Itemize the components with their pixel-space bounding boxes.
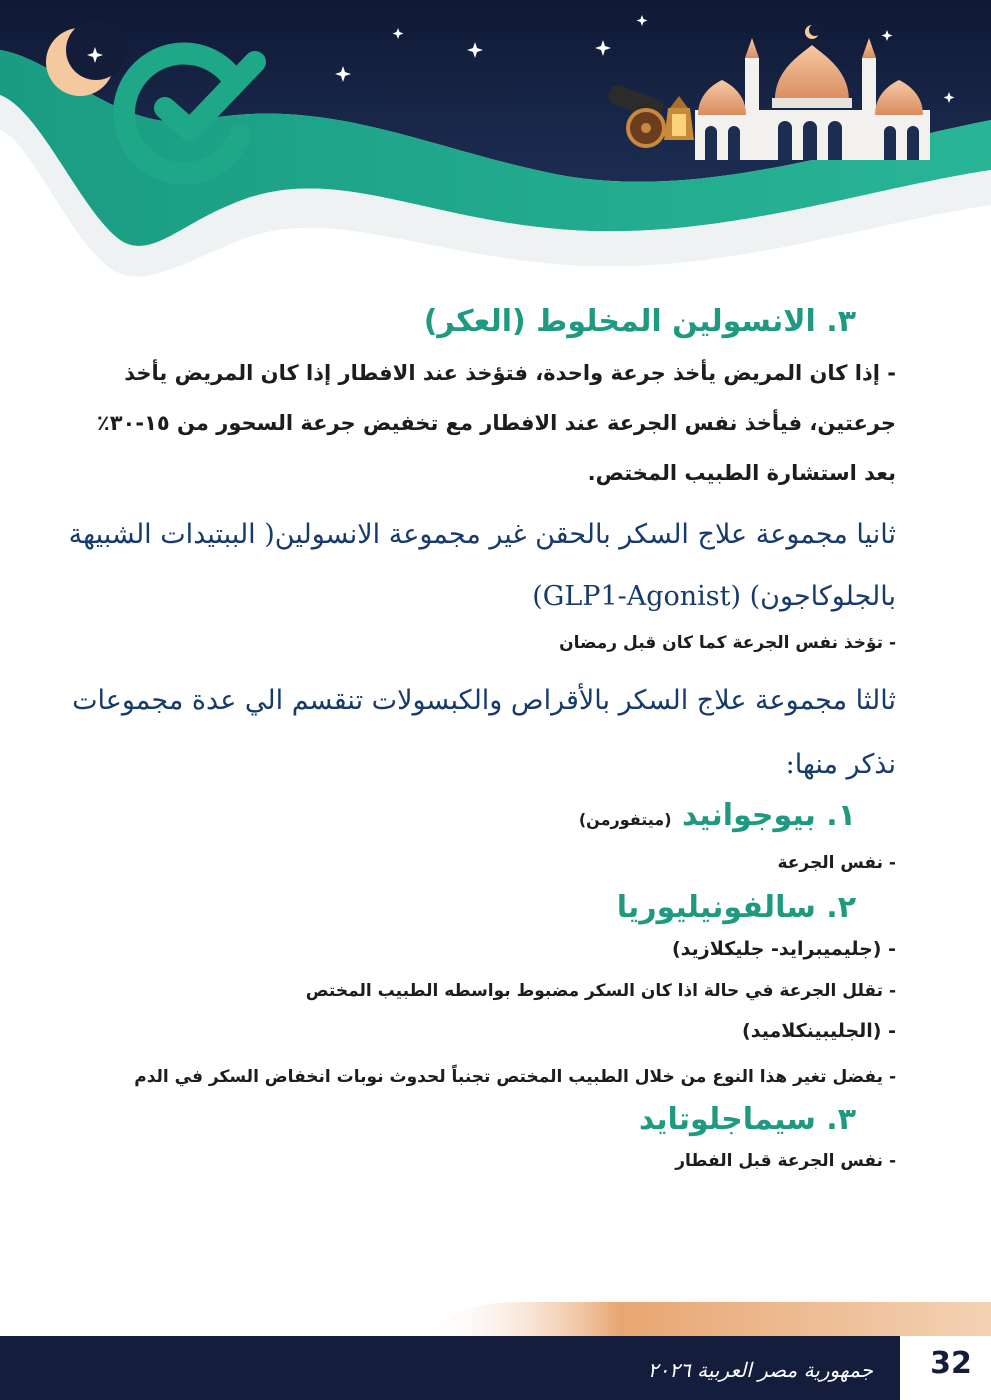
section-three-line1: ثالثا مجموعة علاج السكر بالأقراص والكبسولات تنقسم الي عدة مجموعات xyxy=(72,685,896,716)
drug1-subtitle: (ميتفورمن) xyxy=(578,810,672,829)
footer-country-text: جمهورية مصر العربية ٢٠٢٦ xyxy=(647,1358,873,1382)
drug1-title: ١. بيوجوانيد xyxy=(681,798,856,833)
drug1-note: - نفس الجرعة xyxy=(777,853,896,873)
drug3-heading: ٣. سيماجلوتايد xyxy=(638,1102,856,1137)
mixed-insulin-paragraph: - إذا كان المريض يأخذ جرعة واحدة، فتؤخذ عند الافطار إذا كان المريض يأخذ جرعتين، فيأخذ نفس الجرعة عند الافطار مع تخفيض جرعة السحور من ١٥-٣٠٪ بعد استشارة الطبيب المختص. xyxy=(96,361,896,485)
ramadan-header xyxy=(0,0,991,300)
section-two-line1: ثانيا مجموعة علاج السكر بالحقن غير مجموعة الانسولين( الببتيدات الشبيهة xyxy=(68,519,896,550)
heading-mixed-insulin: ٣. الانسولين المخلوط (العكر) xyxy=(423,304,856,339)
drug1-heading xyxy=(60,794,896,842)
drug2-subtype1: - (جليميبرايد- جليكلازيد) xyxy=(672,938,896,960)
drug2-note1: - تقلل الجرعة في حالة اذا كان السكر مضبوط بواسطه الطبيب المختص xyxy=(305,981,896,1001)
drug2-heading: ٢. سالفونيليوريا xyxy=(616,890,856,925)
section-two-line2: بالجلوكاجون) (GLP1-Agonist) xyxy=(532,581,896,612)
section-two-note: - تؤخذ نفس الجرعة كما كان قبل رمضان xyxy=(559,633,896,653)
page-content xyxy=(60,295,896,1176)
drug2-note2: - يفضل تغير هذا النوع من خلال الطبيب المختص تجنباً لحدوث نوبات انخفاض السكر في الدم xyxy=(134,1067,896,1087)
section-three-line2: نذكر منها: xyxy=(785,749,896,780)
drug3-note: - نفس الجرعة قبل الفطار xyxy=(675,1151,896,1171)
page-number: 32 xyxy=(930,1346,972,1381)
footer-decoration xyxy=(0,1300,991,1400)
drug2-subtype2: - (الجليبينكلاميد) xyxy=(742,1020,896,1042)
